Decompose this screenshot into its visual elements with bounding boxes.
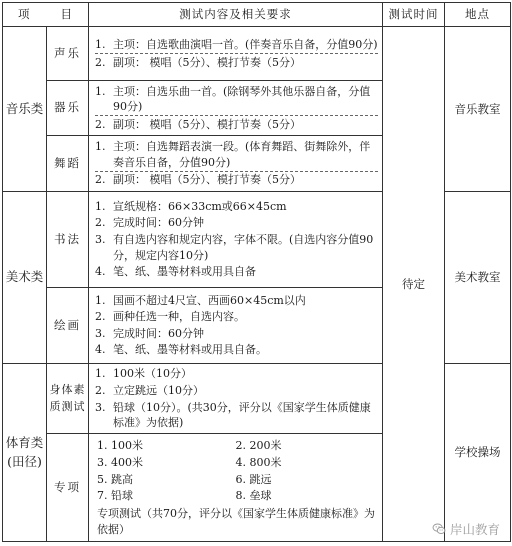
sub-instrument: 器乐	[47, 81, 89, 136]
sub-calligraphy: 书法	[47, 191, 89, 287]
list-item: 2. 200米	[235, 439, 282, 453]
list-item: 2. 立定跳远（10分）	[95, 383, 204, 397]
watermark	[432, 520, 500, 538]
list-item: 3. 400米	[97, 456, 143, 470]
list-item: 2. 完成时间：60分钟	[95, 216, 204, 230]
list-item: 3. 完成时间：60分钟	[95, 326, 204, 340]
list-item: 1. 主项：自选歌曲演唱一首。(伴奏音乐自备，分值90分)	[95, 37, 378, 51]
list-item: 1. 100米	[97, 439, 143, 453]
list-item: 2. 画种任选一种，自选内容。	[95, 310, 245, 324]
category-pe: 体育类(田径)	[3, 363, 47, 541]
list-item: 3. 有自选内容和规定内容，字体不限。(自选内容分值90分，规定内容10分)	[95, 233, 374, 262]
sub-special: 专项	[47, 434, 89, 542]
list-item: 1. 100米（10分）	[95, 367, 192, 381]
list-item: 2. 副项： 模唱（5分）、模打节奏（5分）	[95, 115, 378, 133]
requirements-special	[89, 434, 383, 542]
list-item: 7. 铅球	[97, 489, 133, 503]
requirements-fitness	[89, 363, 383, 433]
list-item: 1. 国画不超过4尺宣、西画60×45cm以内	[95, 293, 306, 307]
category-art: 美术类	[3, 191, 47, 363]
watermark-text: 岸山教育	[449, 522, 500, 537]
list-item: 1. 主项：自选舞蹈表演一段。(体育舞蹈、街舞除外，伴奏音乐自备，分值90分)	[95, 139, 371, 169]
requirements-dance	[89, 135, 383, 191]
list-item: 4. 笔、纸、墨等材料或用具自备	[95, 265, 256, 279]
place-pe: 学校操场	[445, 363, 511, 541]
special-events-grid	[95, 438, 378, 504]
place-music: 音乐教室	[445, 27, 511, 192]
wechat-icon	[432, 522, 446, 536]
requirements-vocal	[89, 27, 383, 81]
requirements-painting	[89, 287, 383, 363]
special-note: 专项测试（共70分，评分以《国家学生体质健康标准》为依据）	[97, 507, 375, 536]
list-item: 1. 主项：自选乐曲一首。(除钢琴外其他乐器自备，分值90分)	[95, 84, 371, 114]
header-item-1: 项	[18, 7, 31, 22]
list-item: 1. 宣纸规格：66×33cm或66×45cm	[95, 199, 287, 213]
sub-vocal: 声乐	[47, 27, 89, 81]
place-art: 美术教室	[445, 191, 511, 363]
header-item-2: 目	[60, 7, 73, 22]
test-time: 待定	[383, 27, 445, 542]
header-requirements: 测试内容及相关要求	[89, 3, 383, 27]
header-item	[3, 3, 89, 27]
list-item: 3. 铅球（10分）。(共30分，评分以《国家学生体质健康标准》为依据)	[95, 400, 371, 430]
sub-fitness: 身体素质测试	[47, 363, 89, 433]
sub-painting: 绘画	[47, 287, 89, 363]
list-item: 6. 跳远	[235, 472, 272, 486]
list-item: 8. 垒球	[235, 489, 272, 503]
table-row	[3, 27, 511, 81]
list-item: 2. 副项： 模唱（5分）、模打节奏（5分）	[95, 53, 378, 71]
header-place: 地点	[445, 3, 511, 27]
list-item: 4. 笔、纸、墨等材料或用具自备。	[95, 343, 267, 357]
sub-dance: 舞蹈	[47, 135, 89, 191]
header-time: 测试时间	[383, 3, 445, 27]
header-row	[3, 3, 511, 27]
list-item: 2. 副项： 模唱（5分）、模打节奏（5分）	[95, 171, 378, 189]
list-item: 5. 跳高	[97, 472, 133, 486]
list-item: 4. 800米	[235, 456, 282, 470]
requirements-calligraphy	[89, 191, 383, 287]
requirements-instrument	[89, 81, 383, 136]
category-music: 音乐类	[3, 27, 47, 192]
exam-requirements-table	[2, 2, 511, 542]
